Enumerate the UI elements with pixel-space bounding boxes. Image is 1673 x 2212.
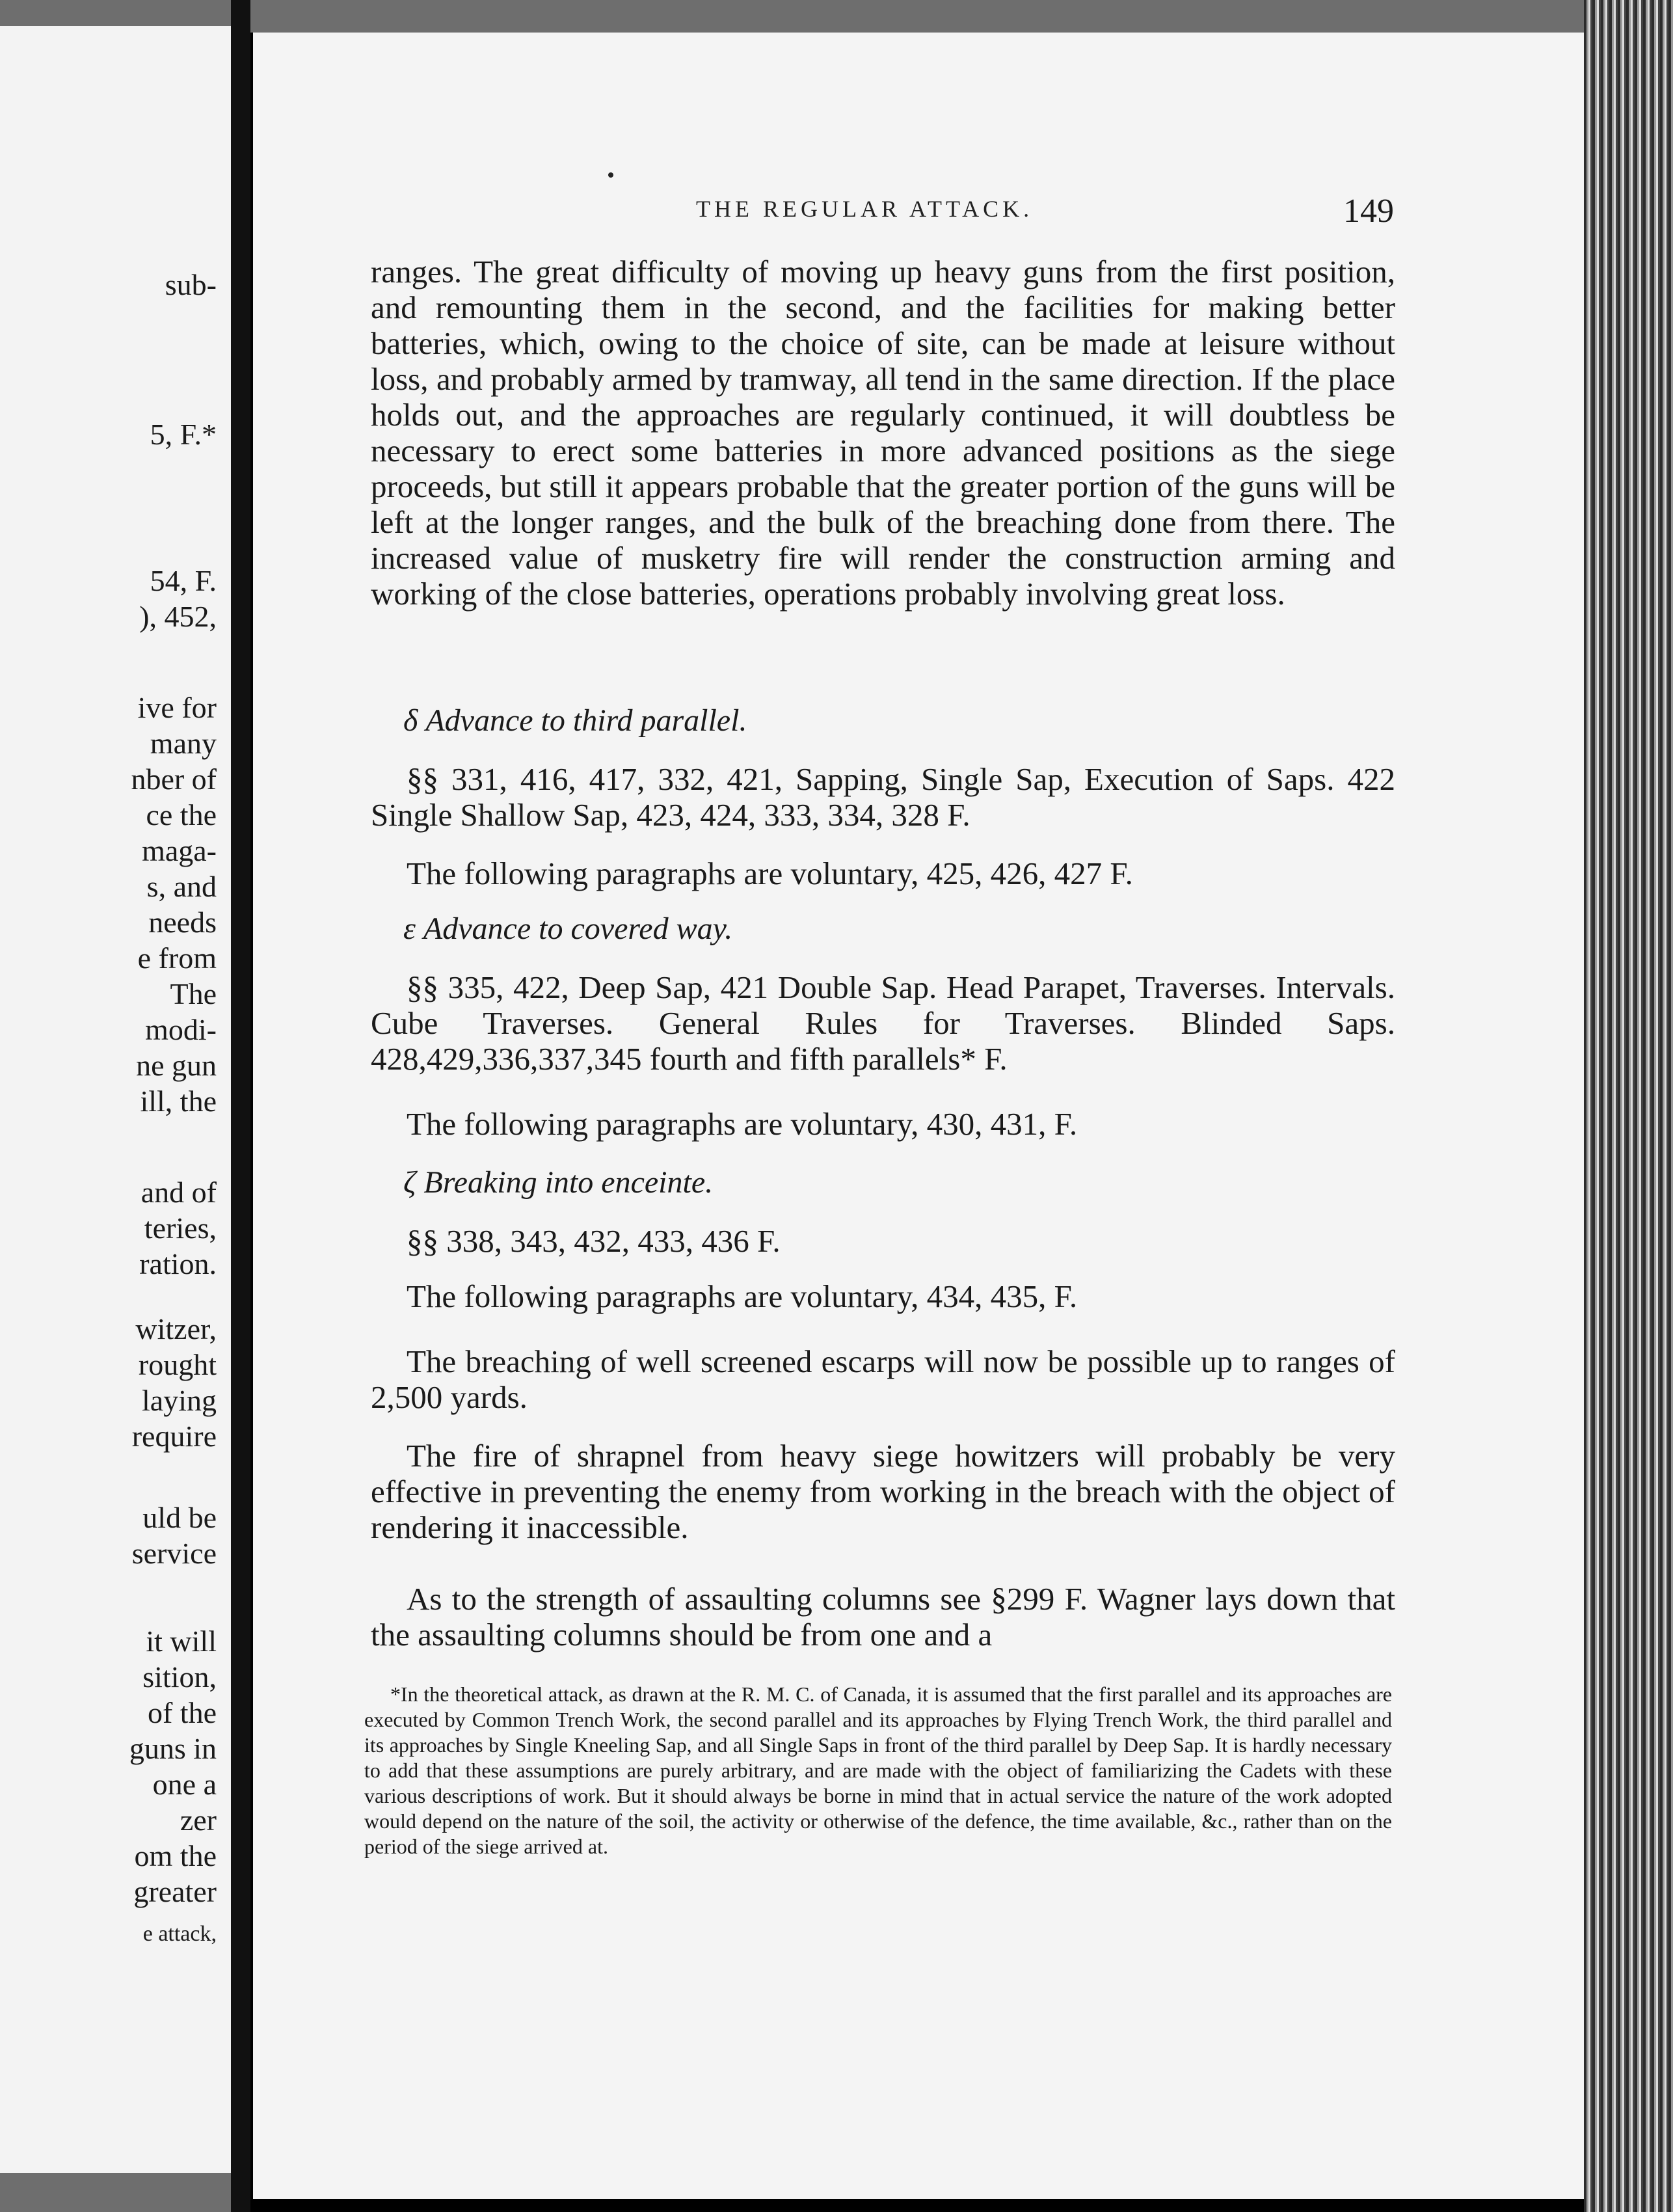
left-line: ration. xyxy=(139,1247,217,1280)
paragraph-ranges: ranges. The great difficulty of moving up heavy guns from the first position, and remounting them in the second, and the facilities for making better batteries, which, owing to the choice of site, can be made at leisure without loss, and probably armed by tramway, all tend in the same direction. If the place holds out, and the approaches are regularly continued, it will doubtless be necessary to erect some batteries in more advanced positions as the siege proceeds, but still it appears probable that the greater portion of the guns will be left at the longer ranges, and the bulk of the breaching done from there. The increased value of musketry fire will render the construction arming and working of the close batteries, operations probably involving great loss. xyxy=(371,254,1395,612)
left-line: many xyxy=(150,727,217,760)
left-line: sition, xyxy=(142,1660,217,1693)
left-line: e from xyxy=(137,941,217,975)
paragraph-voluntary-3: The following paragraphs are voluntary, 434, 435, F. xyxy=(407,1278,1078,1314)
page-edges xyxy=(1584,0,1673,2212)
book-gutter xyxy=(231,0,250,2212)
heading-enceinte: ζ Breaking into enceinte. xyxy=(403,1165,714,1200)
left-line: it will xyxy=(146,1625,217,1658)
paragraph-voluntary-1: The following paragraphs are voluntary, 425, 426, 427 F. xyxy=(407,856,1133,891)
left-line: sub- xyxy=(165,268,217,301)
running-header: THE REGULAR ATTACK. xyxy=(696,196,1034,222)
paragraph-voluntary-2: The following paragraphs are voluntary, 430, 431, F. xyxy=(407,1106,1078,1142)
left-line: modi- xyxy=(145,1013,217,1046)
left-line: e attack, xyxy=(142,1922,217,1946)
left-page-fragment xyxy=(0,26,235,2173)
heading-third-parallel: δ Advance to third parallel. xyxy=(403,703,747,738)
left-line: guns in xyxy=(129,1732,217,1765)
paragraph-breaching: The breaching of well screened escarps will now be possible up to ranges of 2,500 yards. xyxy=(371,1343,1395,1415)
left-line: rought xyxy=(138,1348,217,1381)
footnote: *In the theoretical attack, as drawn at the R. M. C. of Canada, it is assumed that the first parallel and its approaches are executed by Common Trench Work, the second parallel and its approaches by Flying Trench Work, the third parallel and its approaches by Single Kneeling Sap, and all Single Saps in front of the third parallel by Deep Sap. It is hardly necessary to add that these assumptions are purely arbitrary, and are made with the object of familiarizing the Cadets with these various descriptions of work. But it should always be borne in mind that in actual service the nature of the work adopted would depend on the nature of the soil, the activity or otherwise of the defence, the time available, &c., rather than on the period of the siege arrived at. xyxy=(364,1682,1392,1858)
left-line: 54, F. xyxy=(150,564,217,597)
left-line: ), 452, xyxy=(139,600,217,633)
paragraph-deep-sap: §§ 335, 422, Deep Sap, 421 Double Sap. Head Parapet, Traverses. Intervals. Cube Traverses. General Rules for Traverses. Blinded Saps. 428,429,336,337,345 fourth and fifth parallels* F. xyxy=(371,969,1395,1077)
left-line: ive for xyxy=(137,691,217,724)
paragraph-sections: §§ 338, 343, 432, 433, 436 F. xyxy=(407,1223,781,1259)
left-line: greater xyxy=(133,1875,217,1908)
bottom-shadow xyxy=(250,2199,1584,2212)
left-line: ill, the xyxy=(140,1085,217,1118)
left-line: require xyxy=(131,1420,217,1453)
heading-covered-way: ε Advance to covered way. xyxy=(403,911,733,946)
left-line: s, and xyxy=(146,870,217,903)
left-line: service xyxy=(131,1537,217,1570)
left-line: needs xyxy=(148,906,217,939)
paragraph-assaulting-columns: As to the strength of assaulting columns see §299 F. Wagner lays down that the assaulting columns should be from one and a xyxy=(371,1581,1395,1652)
paragraph-shrapnel: The fire of shrapnel from heavy siege howitzers will probably be very effective in preventing the enemy from working in the breach with the object of rendering it inaccessible. xyxy=(371,1438,1395,1545)
left-line: om the xyxy=(134,1839,217,1872)
page-number: 149 xyxy=(1343,193,1394,230)
ink-dot xyxy=(608,172,613,178)
left-line: zer xyxy=(180,1803,217,1837)
left-line: and of xyxy=(141,1176,217,1209)
left-line: laying xyxy=(142,1384,217,1417)
left-line: The xyxy=(170,977,217,1010)
left-line: uld be xyxy=(142,1501,217,1534)
left-line: nber of xyxy=(131,762,217,796)
paragraph-sapping: §§ 331, 416, 417, 332, 421, Sapping, Single Sap, Execution of Saps. 422 Single Shallow Sap, 423, 424, 333, 334, 328 F. xyxy=(371,761,1395,833)
left-line: one a xyxy=(152,1768,217,1801)
left-line: maga- xyxy=(142,834,217,867)
left-line: teries, xyxy=(144,1211,217,1245)
left-line: ne gun xyxy=(136,1049,217,1082)
left-line: witzer, xyxy=(135,1312,217,1345)
left-line: of the xyxy=(147,1696,217,1729)
left-line: 5, F.* xyxy=(150,418,217,451)
left-line: ce the xyxy=(146,798,217,831)
